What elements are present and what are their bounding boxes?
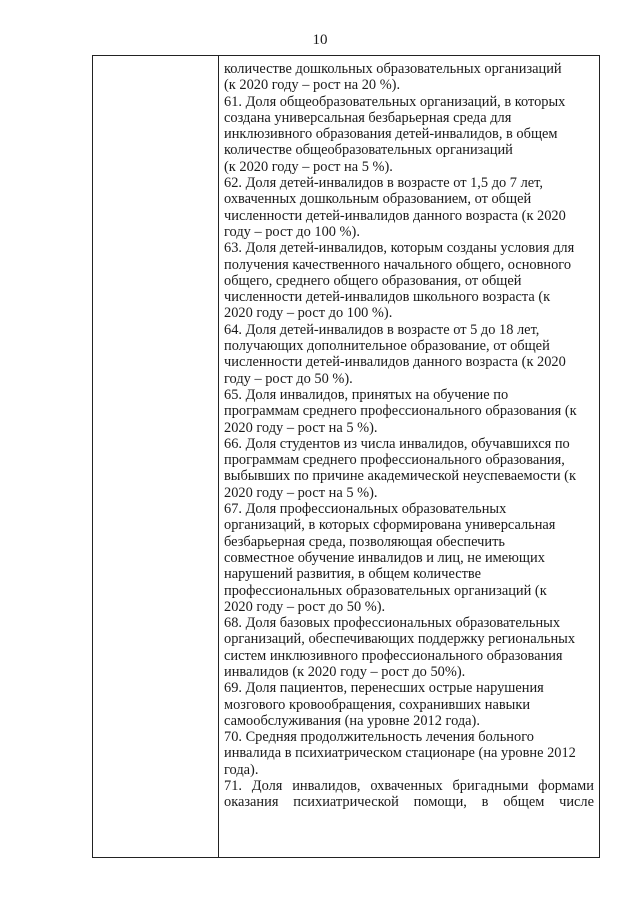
text-line: инклюзивного образования детей-инвалидов, в общем <box>224 126 558 143</box>
text-line: инвалидов (к 2020 году – рост до 50%). <box>224 663 466 680</box>
text-line: оказания психиатрической помощи, в общем числе <box>224 794 594 811</box>
text-line: мозгового кровообращения, сохранивших навыки <box>224 696 531 713</box>
text-line: получения качественного начального общего, основного <box>224 256 572 273</box>
text-line: 2020 году – рост на 5 %). <box>224 419 378 436</box>
text-line: профессиональных образовательных организаций (к <box>224 582 547 599</box>
text-line: (к 2020 году – рост на 20 %). <box>224 77 401 94</box>
text-line: 65. Доля инвалидов, принятых на обучение по <box>224 386 509 403</box>
text-line: 62. Доля детей-инвалидов в возрасте от 1,5 до 7 лет, <box>224 175 543 192</box>
text-line: численности детей-инвалидов школьного возраста (к <box>224 289 551 306</box>
text-line: 2020 году – рост на 5 %). <box>224 484 378 501</box>
text-line: совместное обучение инвалидов и лиц, не имеющих <box>224 549 545 566</box>
page-number: 10 <box>312 32 328 48</box>
text-line: систем инклюзивного профессионального образования <box>224 647 563 664</box>
text-line: 67. Доля профессиональных образовательных <box>224 501 507 518</box>
text-line: организаций, в которых сформирована универсальная <box>224 517 556 534</box>
text-line: нарушений развития, в общем количестве <box>224 566 482 583</box>
text-line: создана универсальная безбарьерная среда для <box>224 109 512 126</box>
text-line: количестве общеобразовательных организаций <box>224 142 513 159</box>
text-line: 2020 году – рост до 100 %). <box>224 305 393 322</box>
text-line: безбарьерная среда, позволяющая обеспечить <box>224 533 505 550</box>
text-line: охваченных дошкольным образованием, от общей <box>224 191 532 208</box>
text-line: 61. Доля общеобразовательных организаций, в которых <box>224 93 566 110</box>
text-line: 70. Средняя продолжительность лечения больного <box>224 729 534 746</box>
text-line: организаций, обеспечивающих поддержку региональных <box>224 631 576 648</box>
text-line: 69. Доля пациентов, перенесших острые нарушения <box>224 680 544 697</box>
text-line: количестве дошкольных образовательных организаций <box>224 61 562 77</box>
text-line: выбывших по причине академической неуспеваемости (к <box>224 468 576 485</box>
text-line: (к 2020 году – рост на 5 %). <box>224 158 393 175</box>
text-line: программам среднего профессионального образования, <box>224 452 565 469</box>
text-line: самообслуживания (на уровне 2012 года). <box>224 712 480 729</box>
text-line: 64. Доля детей-инвалидов в возрасте от 5 до 18 лет, <box>224 321 540 338</box>
text-line: инвалида в психиатрическом стационаре (на уровне 2012 <box>224 745 576 762</box>
text-line: 63. Доля детей-инвалидов, которым созданы условия для <box>224 240 575 257</box>
text-line: численности детей-инвалидов данного возраста (к 2020 <box>224 354 566 371</box>
column-divider <box>218 56 219 857</box>
text-line: году – рост до 50 %). <box>224 370 353 387</box>
text-line: программам среднего профессионального образования (к <box>224 403 577 420</box>
text-line: 2020 году – рост до 50 %). <box>224 598 386 615</box>
text-line: 68. Доля базовых профессиональных образовательных <box>224 615 561 632</box>
text-line: численности детей-инвалидов данного возраста (к 2020 <box>224 207 566 224</box>
document-table <box>92 55 600 858</box>
text-line: 71. Доля инвалидов, охваченных бригадными формами <box>224 778 594 795</box>
indicator-list-column <box>224 61 594 811</box>
text-line: общего, среднего общего образования, от общей <box>224 272 522 289</box>
text-line: года). <box>224 761 259 778</box>
text-line: получающих дополнительное образование, от общей <box>224 338 550 355</box>
text-line: 66. Доля студентов из числа инвалидов, обучавшихся по <box>224 435 570 452</box>
text-line: году – рост до 100 %). <box>224 223 360 240</box>
